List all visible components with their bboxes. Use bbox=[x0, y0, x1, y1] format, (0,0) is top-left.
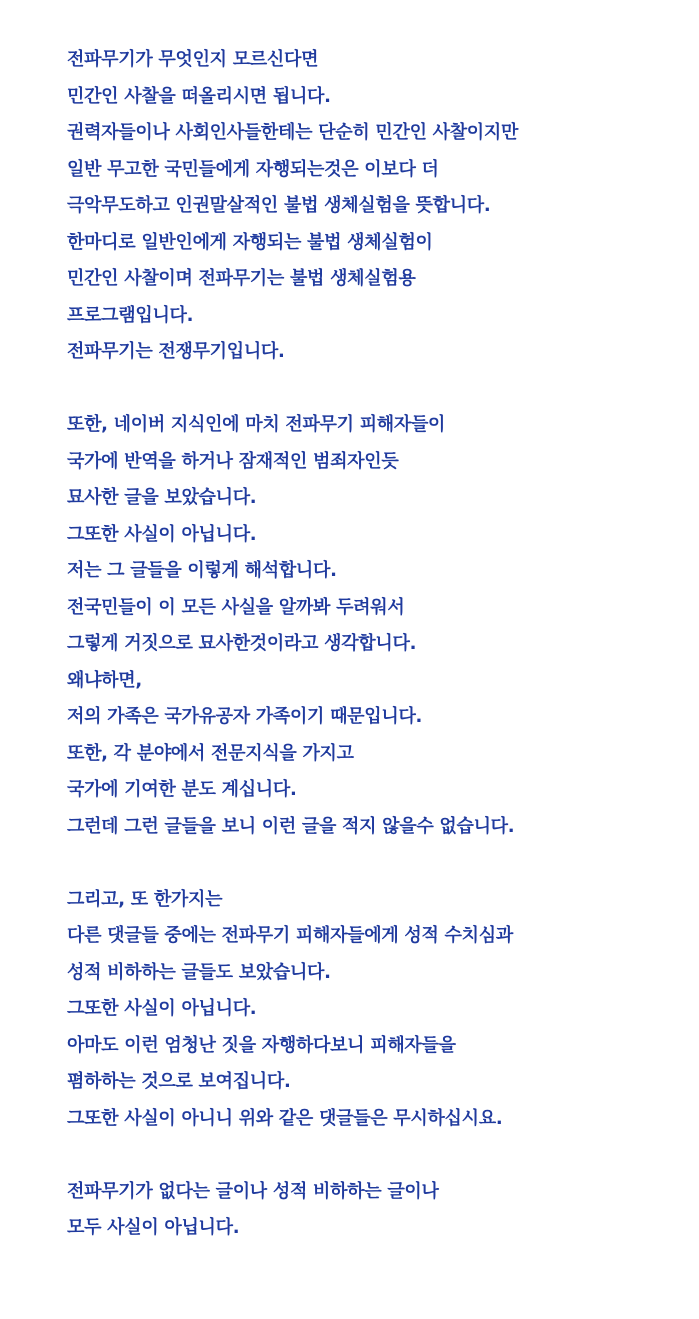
text-line: 폄하하는 것으로 보여집니다. bbox=[67, 1071, 291, 1092]
text-line: 그런데 그런 글들을 보니 이런 글을 적지 않을수 없습니다. bbox=[67, 815, 515, 837]
text-line: 프로그램입니다. bbox=[67, 304, 194, 326]
text-line: 또한, 각 분야에서 전문지식을 가지고 bbox=[67, 742, 354, 764]
text-line: 한마디로 일반인에게 자행되는 불법 생체실험이 bbox=[67, 231, 433, 253]
text-line: 전파무기는 전쟁무기입니다. bbox=[67, 341, 285, 362]
text-line: 그또한 사실이 아니니 위와 같은 댓글들은 무시하십시요. bbox=[67, 1107, 503, 1129]
text-line: 왜냐하면, bbox=[67, 669, 142, 691]
text-line: 그또한 사실이 아닙니다. bbox=[67, 523, 257, 545]
text-line: 일반 무고한 국민들에게 자행되는것은 이보다 더 bbox=[67, 158, 439, 180]
text-line: 성적 비하하는 글들도 보았습니다. bbox=[67, 961, 331, 983]
text-line: 그렇게 거짓으로 묘사한것이라고 생각합니다. bbox=[67, 633, 417, 654]
text-line: 국가에 기여한 분도 계십니다. bbox=[67, 779, 297, 800]
text-line: 아마도 이런 엄청난 짓을 자행하다보니 피해자들을 bbox=[67, 1034, 456, 1056]
text-line: 전파무기가 무엇인지 모르신다면 bbox=[67, 49, 319, 70]
text-line: 민간인 사찰을 떠올리시면 됩니다. bbox=[67, 85, 331, 107]
text-line: 그또한 사실이 아닙니다. bbox=[67, 998, 257, 1019]
text-line: 저의 가족은 국가유공자 가족이기 때문입니다. bbox=[67, 706, 423, 727]
document-body bbox=[67, 42, 687, 1247]
text-line: 극악무도하고 인권말살적인 불법 생체실험을 뜻합니다. bbox=[67, 195, 491, 216]
paragraph-1 bbox=[67, 42, 687, 371]
text-line: 국가에 반역을 하거나 잠재적인 범죄자인듯 bbox=[67, 450, 399, 472]
text-line: 묘사한 글을 보았습니다. bbox=[67, 487, 257, 508]
paragraph-4 bbox=[67, 1174, 687, 1247]
paragraph-2 bbox=[67, 407, 687, 845]
text-line: 전국민들이 이 모든 사실을 알까봐 두려워서 bbox=[67, 596, 405, 618]
text-line: 또한, 네이버 지식인에 마치 전파무기 피해자들이 bbox=[67, 414, 446, 435]
text-line: 다른 댓글들 중에는 전파무기 피해자들에게 성적 수치심과 bbox=[67, 925, 513, 946]
text-line: 민간인 사찰이며 전파무기는 불법 생체실험용 bbox=[67, 268, 416, 289]
text-line: 저는 그 글들을 이렇게 해석합니다. bbox=[67, 560, 337, 581]
text-line: 모두 사실이 아닙니다. bbox=[67, 1217, 240, 1238]
text-line: 권력자들이나 사회인사들한테는 단순히 민간인 사찰이지만 bbox=[67, 122, 519, 143]
text-line: 그리고, 또 한가지는 bbox=[67, 888, 223, 910]
paragraph-3 bbox=[67, 882, 687, 1138]
text-line: 전파무기가 없다는 글이나 성적 비하하는 글이나 bbox=[67, 1180, 439, 1202]
